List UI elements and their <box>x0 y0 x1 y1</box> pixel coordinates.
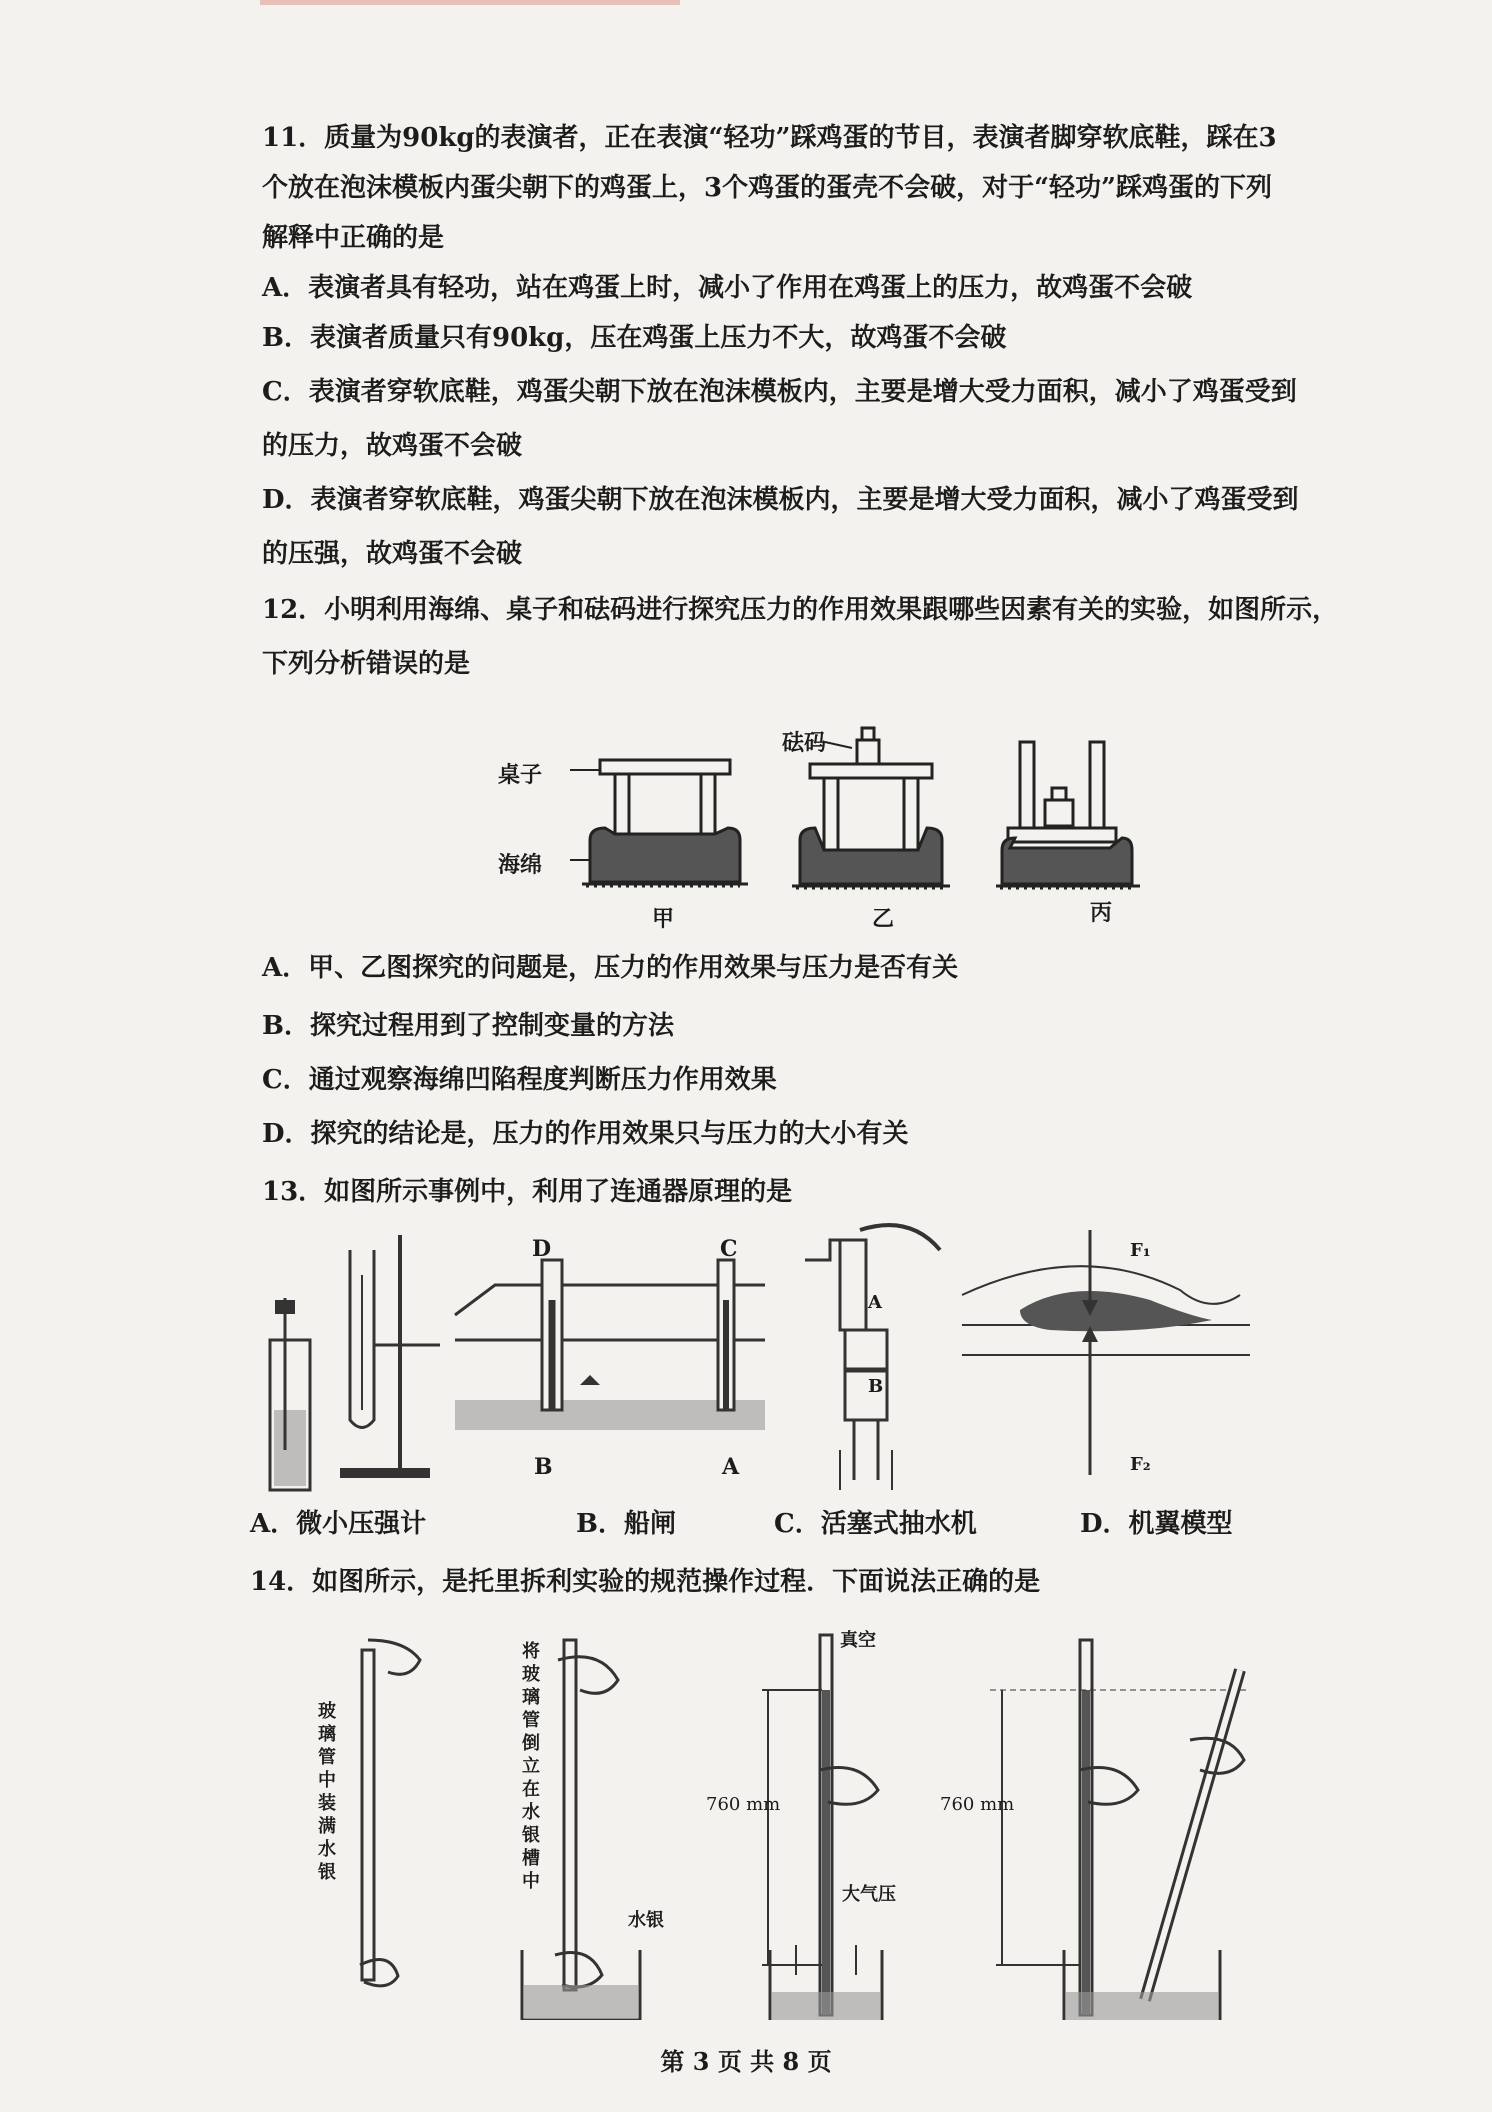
q11-option-c-cont: 的压力，故鸡蛋不会破 <box>262 431 523 461</box>
q11-stem-line-1: 11．质量为90kg的表演者，正在表演“轻功”踩鸡蛋的节目，表演者脚穿软底鞋，踩在3 <box>262 123 1277 153</box>
label-vacuum: 真空 <box>840 1630 876 1651</box>
step1-fill-tube <box>360 1640 420 1986</box>
micro-manometer-drawing <box>270 1235 440 1490</box>
label-fill-tube: 玻璃管中装满水银 <box>318 1701 336 1883</box>
q13-caption-a: A．微小压强计 <box>250 1509 427 1539</box>
label-760mm-2: 760 mm <box>940 1794 1015 1815</box>
label-table: 桌子 <box>498 762 543 788</box>
q12-option-a: A．甲、乙图探究的问题是，压力的作用效果与压力是否有关 <box>262 953 959 983</box>
label-sponge: 海绵 <box>498 852 543 878</box>
piston-letter-a: A <box>868 1292 882 1313</box>
letter-c: C <box>720 1236 738 1262</box>
q11-stem-line-3: 解释中正确的是 <box>262 223 445 253</box>
label-atm-pressure: 大气压 <box>842 1884 896 1905</box>
q11-option-c: C．表演者穿软底鞋，鸡蛋尖朝下放在泡沫模板内，主要是增大受力面积，减小了鸡蛋受到 <box>262 377 1297 407</box>
label-jia: 甲 <box>652 906 675 932</box>
figure-bing <box>996 742 1140 888</box>
q12-option-c: C．通过观察海绵凹陷程度判断压力作用效果 <box>262 1065 777 1095</box>
wing-model-drawing <box>962 1230 1250 1475</box>
figure-jia <box>570 760 748 886</box>
q11-option-d-cont: 的压强，故鸡蛋不会破 <box>262 539 523 569</box>
letter-d: D <box>532 1236 552 1262</box>
letter-b: B <box>534 1454 553 1480</box>
label-760mm-1: 760 mm <box>706 1794 781 1815</box>
q11-option-d: D．表演者穿软底鞋，鸡蛋尖朝下放在泡沫模板内，主要是增大受力面积，减小了鸡蛋受到 <box>262 485 1299 515</box>
q14-stem: 14．如图所示，是托里拆利实验的规范操作过程．下面说法正确的是 <box>250 1567 1041 1597</box>
q12-option-b: B．探究过程用到了控制变量的方法 <box>262 1011 674 1041</box>
page-footer: 第 3 页 共 8 页 <box>660 2047 832 2076</box>
q12-option-d: D．探究的结论是，压力的作用效果只与压力的大小有关 <box>262 1119 909 1149</box>
q11-option-a: A．表演者具有轻功，站在鸡蛋上时，减小了作用在鸡蛋上的压力，故鸡蛋不会破 <box>262 273 1193 303</box>
q13-caption-d: D．机翼模型 <box>1080 1509 1233 1539</box>
connected-vessel-figure <box>250 1220 1350 1510</box>
q11-stem-line-2: 个放在泡沫模板内蛋尖朝下的鸡蛋上，3个鸡蛋的蛋壳不会破，对于“轻功”踩鸡蛋的下列 <box>262 173 1273 203</box>
q12-stem-line-1: 12．小明利用海绵、桌子和砝码进行探究压力的作用效果跟哪些因素有关的实验，如图所示， <box>262 595 1339 625</box>
letter-a: A <box>722 1454 740 1480</box>
label-yi: 乙 <box>872 906 895 932</box>
force-f2: F₂ <box>1130 1454 1151 1475</box>
ship-lock-drawing <box>455 1260 765 1430</box>
q13-caption-c: C．活塞式抽水机 <box>774 1509 977 1539</box>
label-weight: 砝码 <box>782 730 827 756</box>
q13-caption-b: B．船闸 <box>576 1509 676 1539</box>
torricelli-figure <box>300 1620 1350 2020</box>
label-mercury: 水银 <box>628 1910 664 1931</box>
q13-stem: 13．如图所示事例中，利用了连通器原理的是 <box>262 1177 793 1207</box>
q12-stem-line-2: 下列分析错误的是 <box>262 649 471 679</box>
piston-letter-b: B <box>868 1376 884 1397</box>
label-invert-tube: 将玻璃管倒立在水银槽中 <box>522 1641 540 1892</box>
top-edge-mark <box>260 0 680 5</box>
piston-pump-drawing <box>805 1225 940 1490</box>
label-bing: 丙 <box>1090 900 1113 926</box>
step4-tilt <box>990 1640 1250 2020</box>
q11-option-b: B．表演者质量只有90kg，压在鸡蛋上压力不大，故鸡蛋不会破 <box>262 323 1007 353</box>
force-f1: F₁ <box>1130 1240 1151 1261</box>
step3-measure <box>762 1635 882 2020</box>
